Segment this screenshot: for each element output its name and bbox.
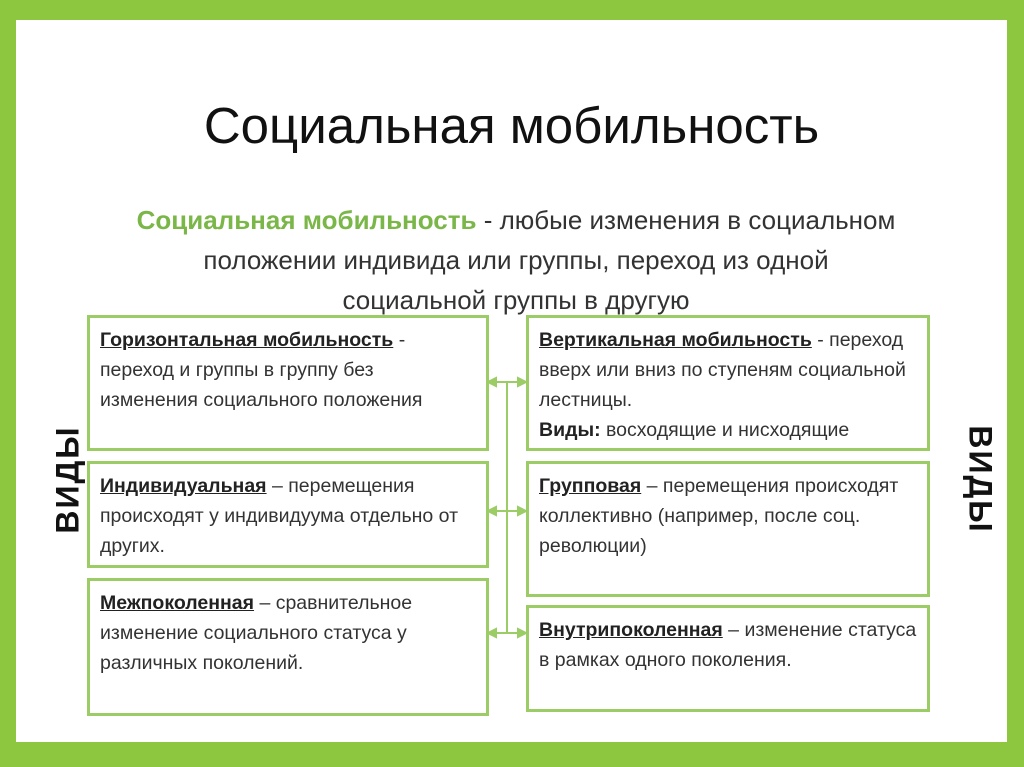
definition-term: Социальная мобильность [136, 205, 477, 235]
connector-arrow-right-1 [518, 378, 526, 386]
side-label-left: ВИДЫ [49, 425, 86, 534]
card-term: Индивидуальная [100, 475, 267, 497]
card-text: – перемещения происходят коллективно (например, после соц. революции) [539, 475, 899, 557]
card-text: – перемещения происходят у индивидуума отдельно от других. [100, 475, 458, 557]
card-term: Групповая [539, 475, 642, 497]
card-term: Вертикальная мобильность [539, 329, 812, 351]
card-text: – изменение статуса в рамках одного поколения. [539, 619, 917, 671]
definition-text: - любые изменения в социальном положении индивида или группы, переход из одной социальной группы в другую [203, 205, 896, 315]
card-term: Межпоколенная [100, 592, 255, 614]
card-text: - переход вверх или вниз по ступеням социальной лестницы. [539, 329, 906, 411]
card-text: – сравнительное изменение социального статуса у различных поколений. [100, 592, 413, 674]
card-vertical-mobility [526, 315, 930, 451]
card-group-mobility [526, 461, 930, 597]
connector-arrow-right-2 [518, 507, 526, 515]
card-intragenerational-mobility [526, 605, 930, 712]
card-text: - переход и группы в группу без изменения социального положения [100, 329, 423, 411]
card-horizontal-mobility [87, 315, 489, 451]
page-title: Социальная мобильность [203, 97, 820, 154]
side-label-right: ВИДЫ [962, 425, 999, 534]
card-intergenerational-mobility [87, 578, 489, 716]
card-types-text: восходящие и нисходящие [600, 419, 850, 441]
connector-arrow-left-2 [488, 507, 496, 515]
connector-arrow-left-1 [488, 378, 496, 386]
card-individual-mobility [87, 461, 489, 568]
card-types-label: Виды: [539, 419, 601, 441]
connector-arrow-right-3 [518, 629, 526, 637]
card-term: Горизонтальная мобильность [100, 329, 394, 351]
card-term: Внутрипоколенная [539, 619, 723, 641]
connector-arrow-left-3 [488, 629, 496, 637]
